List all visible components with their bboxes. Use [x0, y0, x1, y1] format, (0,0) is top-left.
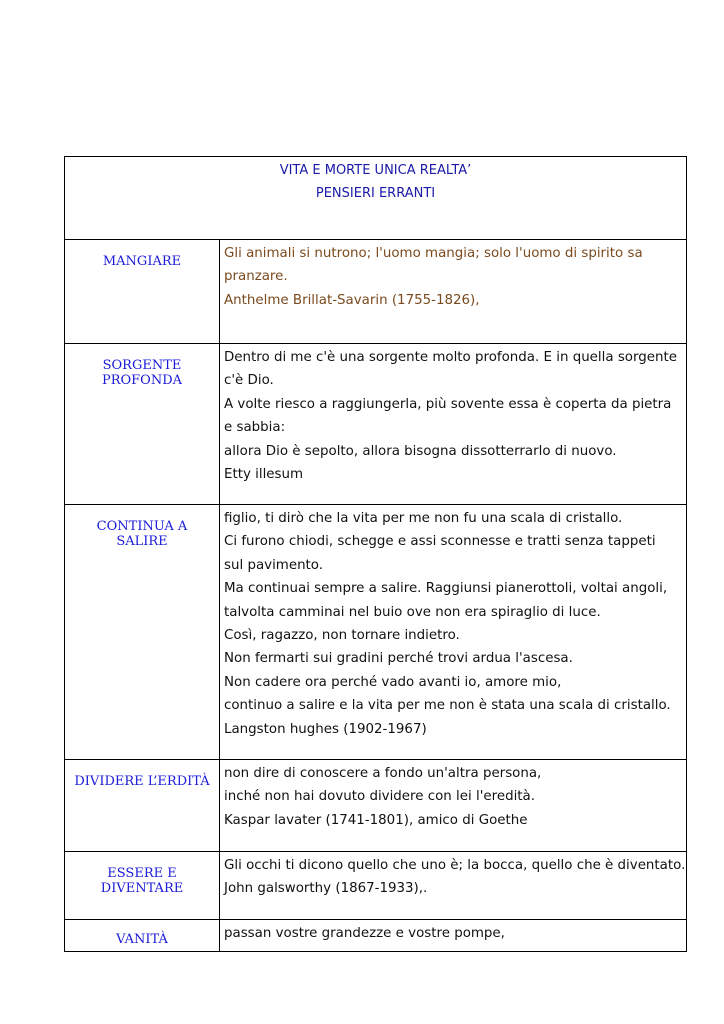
table-row [65, 344, 687, 505]
quote-line: sul pavimento. [224, 557, 324, 573]
row-label-cell [65, 920, 220, 952]
quote-line: e sabbia: [224, 420, 286, 436]
quote-line: continuo a salire e la vita per me non è stata una scala di cristallo. [224, 698, 671, 714]
row-label-cell [65, 852, 220, 920]
quote-line: Gli animali si nutrono; l'uomo mangia; solo l'uomo di spirito sa [224, 246, 643, 261]
quote-line: c'è Dio. [224, 373, 274, 389]
quote-line: Non cadere ora perché vado avanti io, amore mio, [224, 674, 562, 690]
row-label-cell [65, 505, 220, 760]
row-label-text: CONTINUA A SALIRE [96, 519, 188, 549]
table-row [65, 240, 687, 344]
row-text-cell [220, 852, 687, 920]
quote-line: allora Dio è sepolto, allora bisogna dissotterrarlo di nuovo. [224, 443, 617, 459]
quote-line: Così, ragazzo, non tornare indietro. [224, 628, 460, 644]
row-label [65, 240, 219, 269]
row-text-cell [220, 920, 687, 952]
quote-line: figlio, ti dirò che la vita per me non fu una scala di cristallo. [224, 511, 623, 526]
quote-line: pranzare. [224, 269, 288, 285]
table-row [65, 920, 687, 952]
row-label [65, 760, 219, 789]
table-row [65, 852, 687, 920]
document-subtitle: PENSIERI ERRANTI [315, 186, 436, 201]
quote-line: inché non hai dovuto dividere con lei l'eredità. [224, 789, 536, 805]
document-title: VITA E MORTE UNICA REALTA’ [279, 163, 472, 178]
quote-author: John galsworthy (1867-1933),. [224, 881, 428, 897]
title-row [65, 157, 687, 240]
row-label-text: MANGIARE [102, 254, 182, 269]
row-label-text: PROFONDA [101, 373, 183, 388]
row-label-text: DIVIDERE L’ERDITÀ [74, 774, 210, 789]
row-label-text: VANITÀ [116, 932, 168, 947]
row-label-cell [65, 240, 220, 344]
quote-line: non dire di conoscere a fondo un'altra persona, [224, 766, 542, 781]
row-text-cell [220, 505, 687, 760]
row-label-cell [65, 344, 220, 505]
quote-line: Non fermarti sui gradini perché trovi ardua l'ascesa. [224, 651, 573, 667]
row-label-cell [65, 760, 220, 852]
quote-line: Ma continuai sempre a salire. Raggiunsi pianerottoli, voltai angoli, [224, 581, 668, 597]
quote-author: Anthelme Brillat-Savarin (1755-1826), [224, 292, 480, 308]
quote-line: passan vostre grandezze e vostre pompe, [224, 926, 505, 941]
table-row [65, 760, 687, 852]
quotes-table [64, 156, 687, 952]
quote-line: Ci furono chiodi, schegge e assi sconnesse e tratti senza tappeti [224, 534, 656, 550]
row-text-cell [220, 240, 687, 344]
row-label-text: SORGENTE [102, 358, 182, 373]
quote-author: Etty illesum [224, 467, 304, 483]
row-text-cell [220, 760, 687, 852]
row-label-text: ESSERE E DIVENTARE [100, 866, 184, 896]
quote-author: Kaspar lavater (1741-1801), amico di Goethe [224, 812, 528, 828]
row-label [65, 852, 219, 896]
table-row [65, 505, 687, 760]
title-cell [65, 157, 687, 240]
quote-line: talvolta camminai nel buio ove non era spiraglio di luce. [224, 604, 601, 620]
row-label [65, 920, 219, 947]
quote-author: Langston hughes (1902-1967) [224, 721, 427, 737]
row-text-cell [220, 344, 687, 505]
quote-line: Dentro di me c'è una sorgente molto profonda. E in quella sorgente [224, 350, 677, 365]
row-label [65, 344, 219, 388]
row-label [65, 505, 219, 549]
quote-line: A volte riesco a raggiungerla, più sovente essa è coperta da pietra [224, 396, 672, 412]
quote-line: Gli occhi ti dicono quello che uno è; la bocca, quello che è diventato. [224, 858, 686, 873]
